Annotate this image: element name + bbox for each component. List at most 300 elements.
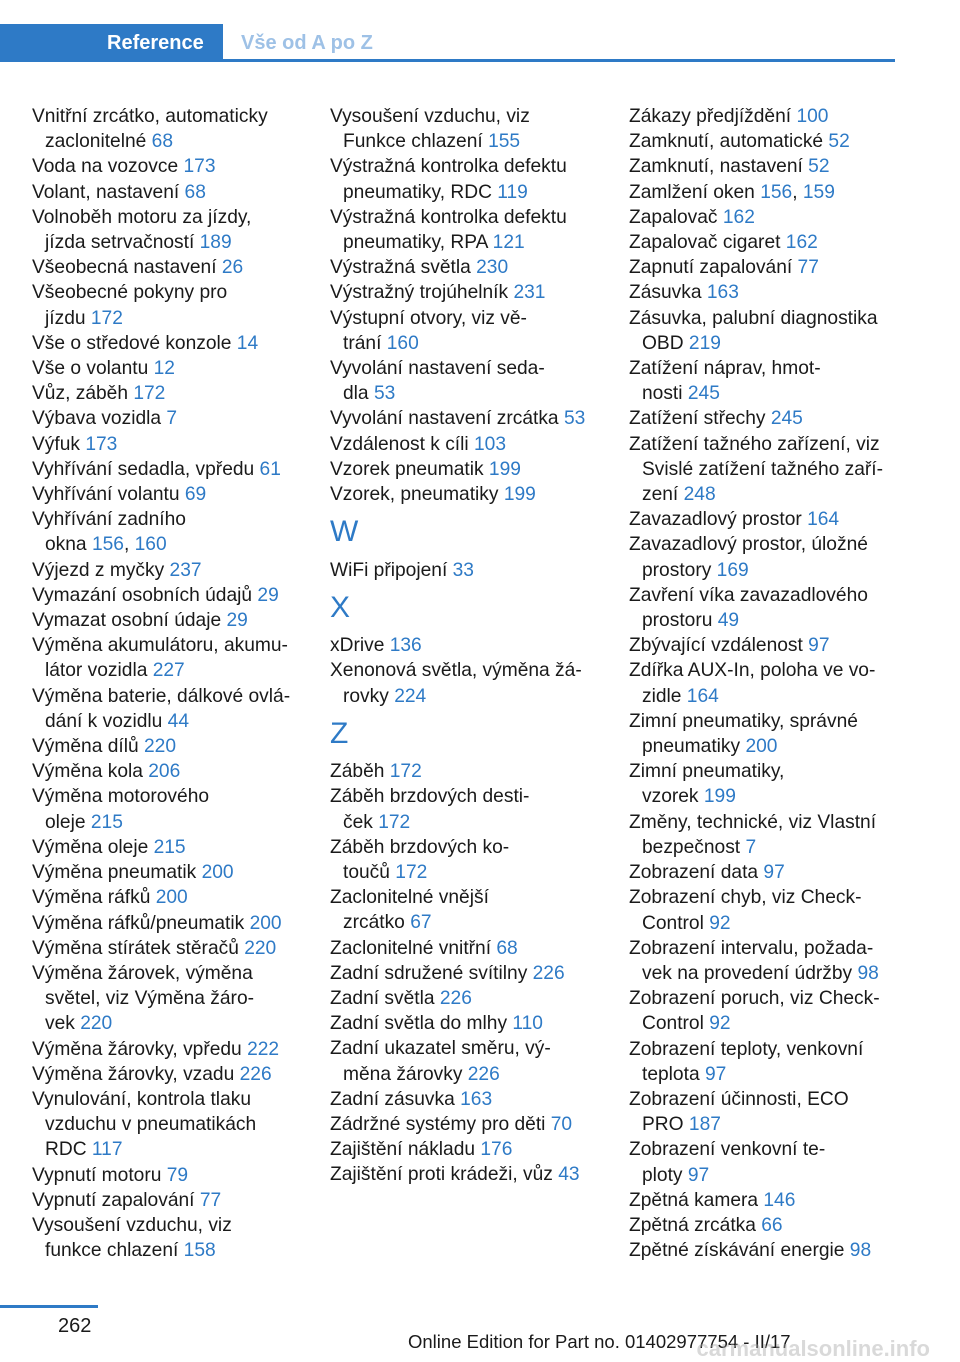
page-link[interactable]: 160 [134, 534, 167, 556]
entry-text: vek [45, 1013, 81, 1035]
entry-text: Vše o volantu [32, 358, 154, 380]
index-entry [330, 1011, 610, 1036]
index-entry [330, 1036, 610, 1086]
page-link[interactable]: 110 [512, 1013, 543, 1035]
index-entry [629, 280, 891, 305]
index-entry [32, 457, 312, 482]
index-column-2 [330, 104, 610, 1188]
index-column-1 [32, 104, 312, 1263]
page-link[interactable]: 68 [184, 181, 206, 203]
entry-text: Výměna akumulátoru, akumu‐ [32, 635, 288, 657]
page-link[interactable]: 43 [558, 1164, 580, 1186]
index-entry [32, 759, 312, 784]
page-link[interactable]: 172 [90, 307, 123, 329]
entry-text: Vymazat osobní údaje [32, 610, 227, 632]
edition-note: Online Edition for Part no. 01402977754 - II/17 [408, 1331, 791, 1352]
entry-text: xDrive [330, 635, 390, 657]
page-link[interactable]: 230 [476, 257, 509, 279]
index-entry [629, 1213, 891, 1238]
page-link[interactable]: 199 [703, 786, 736, 808]
index-entry [32, 784, 312, 834]
entry-text: pneumatiky [642, 736, 746, 758]
entry-text: Výfuk [32, 433, 86, 455]
index-entry [629, 154, 891, 179]
entry-text: Zobrazení poruch, viz Check- [629, 988, 880, 1010]
page-link[interactable]: 52 [808, 156, 830, 178]
page-link[interactable]: 226 [239, 1063, 272, 1085]
index-entry [629, 709, 891, 759]
index-entry [629, 406, 891, 431]
page-link[interactable]: 248 [683, 484, 716, 506]
page-link[interactable]: 146 [763, 1189, 796, 1211]
entry-text: Zavazadlový prostor, úložné [629, 534, 868, 556]
index-entry [330, 1162, 610, 1187]
entry-text: Zobrazení intervalu, požada‐ [629, 937, 874, 959]
page-link[interactable]: 164 [686, 685, 719, 707]
tab-section[interactable]: Vše od A po Z [241, 32, 373, 54]
page-link[interactable]: 68 [151, 131, 174, 153]
page-link[interactable]: 200 [745, 736, 778, 758]
entry-text: Zobrazení chyb, viz Check- [629, 887, 862, 909]
entry-text: Vzdálenost k cíli [330, 433, 474, 455]
section-letter: W [330, 515, 359, 549]
page-link[interactable]: 220 [244, 937, 277, 959]
entry-text: Výstražná kontrolka defektu [330, 206, 567, 228]
entry-text: Zapalovač [629, 206, 723, 228]
page-link[interactable]: 200 [201, 862, 234, 884]
index-entry [629, 356, 891, 406]
page-link[interactable]: 26 [221, 257, 244, 279]
entry-text: ček [343, 811, 379, 833]
index-entry [330, 356, 610, 406]
entry-text: WiFi připojení [330, 559, 453, 581]
entry-text: rovky [343, 685, 395, 707]
index-entry [32, 482, 312, 507]
page-link[interactable]: 226 [467, 1063, 500, 1085]
page-link[interactable]: 200 [249, 912, 282, 934]
entry-text: Zapalovač cigaret [629, 232, 786, 254]
index-entry [629, 306, 891, 356]
entry-text: Zadní světla [330, 988, 440, 1010]
tab-reference[interactable]: Reference [0, 24, 223, 62]
page-link[interactable]: 92 [709, 912, 731, 934]
index-entry [330, 1137, 610, 1162]
page-link[interactable]: 97 [763, 862, 785, 884]
entry-text: Vyhřívání zadního [32, 509, 186, 531]
entry-text: Vyvolání nastavení seda‐ [330, 358, 545, 380]
index-entry [629, 432, 891, 508]
index-entry [330, 306, 610, 356]
entry-text: Zatížení střechy [629, 408, 771, 430]
page-link[interactable]: 97 [704, 1063, 727, 1085]
page-link[interactable]: 163 [706, 282, 739, 304]
page-link[interactable]: 98 [849, 1240, 872, 1262]
page-link[interactable]: 173 [85, 433, 118, 455]
index-entry [629, 129, 891, 154]
index-entry [32, 1087, 312, 1163]
index-entry [32, 280, 312, 330]
entry-text: jízda setrvačností [45, 232, 200, 254]
page-link[interactable]: 199 [488, 458, 521, 480]
footer-rule [0, 1305, 98, 1308]
entry-text: funkce chlazení [45, 1240, 184, 1262]
index-entry [32, 860, 312, 885]
page-link[interactable]: 77 [199, 1189, 222, 1211]
entry-text: Změny, technické, viz Vlastní [629, 811, 877, 833]
index-entry [330, 406, 610, 431]
watermark: carmanualsonline.info [696, 1336, 930, 1361]
page-link[interactable]: 29 [226, 610, 248, 632]
entry-text: Control [642, 1013, 710, 1035]
page-link[interactable]: 52 [828, 131, 850, 153]
page-link[interactable]: 44 [167, 710, 190, 732]
page-link[interactable]: 68 [496, 937, 518, 959]
page-link[interactable]: 237 [169, 559, 202, 581]
page-link[interactable]: 159 [802, 181, 835, 203]
entry-text: Zpětné získávání energie [629, 1240, 850, 1262]
page-link[interactable]: 172 [395, 862, 428, 884]
entry-text: Výměna dílů [32, 736, 144, 758]
index-entry [330, 457, 610, 482]
entry-text: okna [45, 534, 92, 556]
page-link[interactable]: 222 [247, 1038, 280, 1060]
entry-text: Výstražný trojúhelník [330, 282, 514, 304]
entry-text: Výměna oleje [32, 836, 154, 858]
entry-text: Funkce chlazení [343, 131, 489, 153]
entry-text: Zobrazení účinnosti, ECO [629, 1088, 849, 1110]
entry-text: Volant, nastavení [32, 181, 185, 203]
entry-text: teplota [642, 1063, 705, 1085]
entry-text: prostoru [642, 610, 718, 632]
entry-text: Výměna motorového [32, 786, 210, 808]
entry-text: dání k vozidlu [45, 710, 168, 732]
index-entry: Vyhřívání zadního okna 156, 160 [32, 509, 186, 556]
page-link[interactable]: 220 [80, 1013, 113, 1035]
index-entry [32, 154, 312, 179]
page-link[interactable]: 92 [709, 1013, 731, 1035]
index-entry [330, 1087, 610, 1112]
page-link[interactable]: 215 [90, 811, 123, 833]
entry-text: Vysoušení vzduchu, viz [330, 106, 530, 127]
index-entry [32, 406, 312, 431]
page-link[interactable]: 70 [550, 1114, 573, 1136]
entry-text: Zaclonitelné vnější [330, 887, 489, 909]
index-entry [629, 1087, 891, 1137]
entry-text: nosti [642, 383, 688, 405]
entry-text: prostory [642, 559, 717, 581]
entry-text: zaclonitelné [45, 131, 152, 153]
index-entry [629, 255, 891, 280]
entry-text: světel, viz Výměna žáro‐ [45, 988, 255, 1010]
entry-text: Vzorek pneumatik [330, 458, 489, 480]
entry-text: Vymazání osobních údajů [32, 584, 258, 606]
entry-text: Výměna žárovky, vpředu [32, 1038, 248, 1060]
page-link[interactable]: 219 [688, 332, 721, 354]
index-entry [330, 482, 610, 507]
index-entry [330, 961, 610, 986]
index-entry [32, 583, 312, 608]
page-link[interactable]: 100 [796, 106, 829, 127]
index-entry [629, 1238, 891, 1263]
page-link[interactable]: 245 [770, 408, 803, 430]
index-entry [32, 684, 312, 734]
index-entry [629, 507, 891, 532]
entry-text: Zajištění nákladu [330, 1139, 481, 1161]
entry-text: Výměna pneumatik [32, 862, 202, 884]
page-link[interactable]: 227 [152, 660, 185, 682]
entry-text: Zákazy předjíždění [629, 106, 797, 127]
page-link[interactable]: 155 [488, 131, 521, 153]
entry-text: Výměna ráfků [32, 887, 156, 909]
entry-text: pneumatiky, RDC [343, 181, 498, 203]
page-link[interactable]: 163 [460, 1088, 493, 1110]
page-link[interactable]: 156 [760, 181, 793, 203]
entry-text: Vysoušení vzduchu, viz [32, 1214, 232, 1236]
page-link[interactable]: 79 [166, 1164, 189, 1186]
entry-text: Zamknutí, automatické [629, 131, 829, 153]
index-entry [330, 885, 610, 935]
entry-text: Vše o středové konzole [32, 332, 237, 354]
index-entry [629, 1137, 891, 1187]
entry-text: Vyvolání nastavení zrcátka [330, 408, 564, 430]
index-entry [629, 986, 891, 1036]
entry-text: Zadní sdružené svítilny [330, 962, 533, 984]
entry-text: Výbava vozidla [32, 408, 167, 430]
page-link[interactable]: 156 [91, 534, 124, 556]
entry-text: Výměna kola [32, 761, 149, 783]
header-bar [0, 0, 895, 62]
entry-text: Výměna stírátek stěračů [32, 937, 245, 959]
index-entry [629, 885, 891, 935]
page-link[interactable]: 172 [378, 811, 411, 833]
page-link[interactable]: 66 [761, 1214, 783, 1236]
entry-text: Zásuvka, palubní diagnostika [629, 307, 878, 329]
entry-text: Výjezd z myčky [32, 559, 170, 581]
entry-text: Výměna baterie, dálkové ovlá‐ [32, 685, 291, 707]
entry-text: Zimní pneumatiky, správné [629, 710, 858, 732]
index-entry [330, 658, 610, 708]
index-entry [32, 911, 312, 936]
index-entry [629, 1037, 891, 1087]
entry-text: Výměna ráfků/pneumatik [32, 912, 250, 934]
index-entry [32, 1062, 312, 1087]
entry-text: Výměna žárovky, vzadu [32, 1063, 240, 1085]
entry-text: Control [642, 912, 710, 934]
entry-text: Vyhřívání volantu [32, 484, 185, 506]
index-entry [32, 1213, 312, 1263]
entry-text: Zobrazení teploty, venkovní [629, 1038, 864, 1060]
entry-text: trání [343, 332, 387, 354]
entry-text: Zobrazení venkovní te‐ [629, 1139, 826, 1161]
index-entry [32, 734, 312, 759]
index-entry [629, 532, 891, 582]
page-link[interactable]: 226 [439, 988, 472, 1010]
page-link[interactable]: 172 [389, 761, 422, 783]
entry-text: vek na provedení údržby [642, 962, 858, 984]
entry-text: Zobrazení data [629, 862, 764, 884]
entry-text: jízdu [45, 307, 91, 329]
entry-text: Voda na vozovce [32, 156, 184, 178]
entry-text: Vynulování, kontrola tlaku [32, 1088, 252, 1110]
page-link[interactable]: 33 [452, 559, 474, 581]
index-entry [330, 104, 610, 154]
entry-text: Zajištění proti krádeži, vůz [330, 1164, 559, 1186]
page-link[interactable]: 189 [199, 232, 232, 254]
page-link[interactable]: 7 [745, 836, 757, 858]
page-link[interactable]: 77 [797, 257, 819, 279]
entry-text: Zbývající vzdálenost [629, 635, 809, 657]
entry-text: Zamlžení oken [629, 181, 761, 203]
page-link[interactable]: 164 [807, 509, 840, 531]
index-entry [629, 810, 891, 860]
page-link[interactable]: 53 [373, 383, 396, 405]
page-link[interactable]: 117 [91, 1139, 123, 1161]
index-entry [629, 1188, 891, 1213]
entry-text: Záběh [330, 761, 390, 783]
page-link[interactable]: 199 [503, 484, 536, 506]
page-link[interactable]: 67 [410, 912, 432, 934]
entry-text: Zadní světla do mlhy [330, 1013, 513, 1035]
page-link[interactable]: 158 [183, 1240, 216, 1262]
entry-text: dla [343, 383, 374, 405]
entry-text: Zpětná kamera [629, 1189, 764, 1211]
page-link[interactable]: 231 [513, 282, 546, 304]
page-link[interactable]: 12 [153, 358, 175, 380]
entry-text: Výstupní otvory, viz vě‐ [330, 307, 527, 329]
index-entry [32, 1188, 312, 1213]
index-entry [330, 936, 610, 961]
entry-text: Všeobecná nastavení [32, 257, 222, 279]
index-entry [330, 986, 610, 1011]
entry-text: Zavření víka zavazadlového [629, 584, 868, 606]
page-link[interactable]: 169 [716, 559, 749, 581]
index-entry [32, 835, 312, 860]
page-link[interactable]: 53 [563, 408, 586, 430]
entry-text: Zadní zásuvka [330, 1088, 461, 1110]
section-letter: Z [330, 716, 349, 750]
entry-text: Zapnutí zapalování [629, 257, 798, 279]
page-link[interactable]: 206 [148, 761, 181, 783]
entry-text: vzduchu v pneumatikách [45, 1114, 257, 1136]
page-link[interactable]: 220 [144, 736, 177, 758]
entry-text: Výstražná světla [330, 257, 477, 279]
index-entry [629, 633, 891, 658]
index-entry [629, 936, 891, 986]
index-entry [330, 432, 610, 457]
index-entry [32, 356, 312, 381]
index-entry [32, 255, 312, 280]
entry-text: Zimní pneumatiky, [629, 761, 785, 783]
page-link[interactable]: 173 [183, 156, 216, 178]
index-entry [32, 558, 312, 583]
entry-text: Zádržné systémy pro děti [330, 1114, 551, 1136]
index-entry [629, 860, 891, 885]
index-entry [629, 205, 891, 230]
page-link[interactable]: 49 [717, 610, 740, 632]
page-link[interactable]: 7 [166, 408, 178, 430]
index-entry [32, 885, 312, 910]
entry-text: bezpečnost [642, 836, 746, 858]
index-entry [330, 154, 610, 204]
page-link[interactable]: 29 [257, 584, 279, 606]
entry-text: Záběh brzdových ko‐ [330, 836, 510, 858]
page-link[interactable]: 172 [133, 383, 166, 405]
page-link[interactable]: 97 [687, 1164, 710, 1186]
entry-text: Zásuvka [629, 282, 707, 304]
index-entry [330, 280, 610, 305]
entry-text: Zamknutí, nastavení [629, 156, 809, 178]
entry-text: oleje [45, 811, 91, 833]
page-link[interactable]: 160 [386, 332, 419, 354]
index-entry [330, 759, 610, 784]
entry-text: Zavazadlový prostor [629, 509, 808, 531]
page-link[interactable]: 121 [492, 232, 525, 254]
index-entry [32, 1163, 312, 1188]
page-link[interactable]: 226 [532, 962, 565, 984]
entry-text: Výstražná kontrolka defektu [330, 156, 567, 178]
index-entry [330, 205, 610, 255]
page-link[interactable]: 14 [236, 332, 259, 354]
page-link[interactable]: 69 [184, 484, 207, 506]
index-entry [32, 205, 312, 255]
index-entry [330, 835, 610, 885]
index-entry [32, 331, 312, 356]
page-link[interactable]: 162 [722, 206, 755, 228]
page-link[interactable]: 103 [473, 433, 506, 455]
page-link[interactable]: 187 [688, 1114, 721, 1136]
page-link[interactable]: 98 [857, 962, 879, 984]
entry-text: RDC [45, 1139, 92, 1161]
index-entry [629, 583, 891, 633]
page-link[interactable]: 119 [497, 181, 528, 203]
entry-text: zení [642, 484, 684, 506]
page-link[interactable]: 162 [785, 232, 818, 254]
page-link[interactable]: 245 [687, 383, 720, 405]
entry-text: Zadní ukazatel směru, vý‐ [330, 1038, 551, 1060]
index-entry [32, 432, 312, 457]
entry-text: měna žárovky [343, 1063, 468, 1085]
page-link[interactable]: 215 [153, 836, 186, 858]
entry-text: Vypnutí zapalování [32, 1189, 200, 1211]
entry-text: Vnitřní zrcátko, automaticky [32, 106, 268, 127]
entry-text: Vypnutí motoru [32, 1164, 167, 1186]
entry-text: Zatížení tažného zařízení, viz [629, 433, 880, 455]
index-entry [629, 658, 891, 708]
index-entry [629, 104, 891, 129]
page-link[interactable]: 224 [394, 685, 427, 707]
entry-text: toučů [343, 862, 396, 884]
page-link[interactable]: 97 [808, 635, 830, 657]
page-link[interactable]: 176 [480, 1139, 513, 1161]
index-entry [32, 381, 312, 406]
page-link[interactable]: 136 [389, 635, 422, 657]
index-entry [330, 633, 610, 658]
index-entry [330, 255, 610, 280]
page-link[interactable]: 61 [259, 458, 281, 480]
index-entry [330, 1112, 610, 1137]
entry-text: látor vozidla [45, 660, 153, 682]
index-column-3 [629, 104, 891, 1263]
entry-text: zrcátko [343, 912, 411, 934]
index-entry [32, 1037, 312, 1062]
index-entry [32, 104, 312, 154]
index-entry [32, 633, 312, 683]
entry-text: Volnoběh motoru za jízdy, [32, 206, 252, 228]
entry-text: Svislé zatížení tažného zaří‐ [642, 458, 884, 480]
entry-text: Xenonová světla, výměna žá‐ [330, 660, 582, 682]
page-link[interactable]: 200 [155, 887, 188, 909]
index-entry [32, 961, 312, 1037]
